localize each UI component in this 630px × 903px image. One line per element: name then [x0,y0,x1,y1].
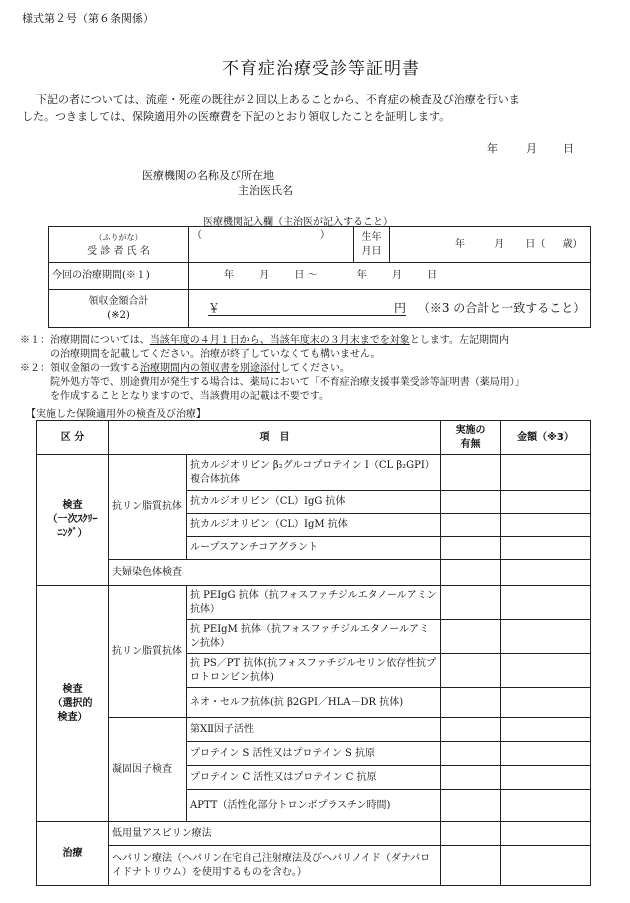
date-month: 月 [526,142,537,155]
done-cell[interactable] [441,766,501,790]
header-category: 区 分 [37,421,109,455]
screening-category [37,455,109,586]
screening-category-1: 検査 [62,500,83,511]
amount-cell[interactable] [501,790,591,822]
selective-item: 抗 PS／PT 抗体(抗フォスファチジルセリン依存性抗プロトロンビン抗体) [187,654,441,688]
amount-cell[interactable] [501,742,591,766]
treatment-item: ヘパリン療法（ヘパリン在宅自己注射療法及びヘパリノイド（ダナパロイドナトリウム）を使用するものを含む。） [109,846,441,886]
birth-age: 歳） [562,238,583,250]
done-cell[interactable] [441,537,501,560]
date-year: 年 [487,142,498,155]
birth-month: 月 [494,238,505,250]
selective-item: 抗 PEIgG 抗体（抗フォスファチジルエタノールアミン抗体） [187,586,441,620]
coag-item: APTT（活性化部分トロンボプラスチン時間) [187,790,441,822]
birth-date-field[interactable] [390,227,591,263]
date-day: 日 [563,142,574,155]
treatment-item: 低用量アスピリン療法 [109,822,441,846]
selective-item: 抗 PEIgM 抗体（抗フォスファチジルエタノールアミン抗体） [187,620,441,654]
done-cell[interactable] [441,742,501,766]
amount-cell[interactable] [501,766,591,790]
note-1-line2: の治療期間を記載してください。治療が終了していなくても構いません。 [50,349,381,360]
note-1-underlined: 当該年度の４月１日から、当該年度末の３月末までを対象 [149,335,410,346]
amount-note: （※3 の合計と一致すること） [417,301,586,315]
done-cell[interactable] [441,654,501,688]
exam-table [36,420,591,886]
selective-sub-1: 抗リン脂質抗体 [109,586,187,718]
birth-year: 年 [455,238,465,250]
birth-label-2: 月日 [361,245,382,257]
selective-category-3: 検査） [57,711,88,723]
form-number: 様式第２号（第６条関係） [22,12,154,25]
selective-item: ネオ・セルフ抗体(抗 β2GPI／HLA－DR 抗体) [187,688,441,718]
done-cell[interactable] [441,688,501,718]
header-done [441,421,501,455]
done-cell[interactable] [441,718,501,742]
header-item: 項 目 [109,421,441,455]
coag-item: プロテイン S 活性又はプロテイン S 抗原 [187,742,441,766]
done-cell[interactable] [441,455,501,491]
notes [20,334,525,404]
done-cell[interactable] [441,790,501,822]
amount-label-1: 領収金額合計 [88,295,149,307]
note-1 [20,334,525,348]
note-2-suffix: してください。 [280,363,350,374]
coag-item: 第ⅩⅡ因子活性 [187,718,441,742]
note-1-prefix: ※１：治療期間については、 [20,335,150,346]
amount-cell[interactable] [501,537,591,560]
done-cell[interactable] [441,620,501,654]
period-label: 今回の治療期間(※１) [49,263,189,290]
amount-label-2: (※2) [107,309,130,321]
amount-field[interactable] [189,290,591,328]
note-2 [20,362,525,376]
patient-table [48,226,591,328]
screening-category-3: ﾆﾝｸﾞ） [57,528,88,539]
amount-cell[interactable] [501,560,591,586]
furigana-open-paren: （ [192,230,202,241]
amount-cell[interactable] [501,822,591,846]
note-2-prefix: ※２：領収金額の一致する [20,363,140,374]
yen-unit: 円 [393,301,406,315]
period-field[interactable] [189,263,591,290]
amount-cell[interactable] [501,586,591,620]
amount-cell[interactable] [501,718,591,742]
done-cell[interactable] [441,491,501,514]
patient-name-field[interactable] [189,227,354,263]
furigana-label: （ふりがな） [94,232,143,242]
patient-name-cell [49,227,189,263]
period-year-2: 年 [356,270,367,281]
coag-item: プロテイン C 活性又はプロテイン C 抗原 [187,766,441,790]
birth-label-1: 生年 [361,231,382,243]
birth-date-label [354,227,390,263]
screening-sub: 抗リン脂質抗体 [109,455,187,560]
screening-item: ループスアンチコアグラント [187,537,441,560]
note-2-line2: 院外処方等で、別途費用が発生する場合は、薬局において「不育症治療支援事業受診等証明書（薬局用）」 [50,377,525,388]
note-2-underlined: 治療期間内の領収書を別途添付 [140,363,280,374]
couple-chromosome-item: 夫婦染色体検査 [109,560,441,586]
amount-cell[interactable] [501,688,591,718]
treatment-category: 治療 [37,822,109,886]
screening-item: 抗カルジオリピン（CL）IgM 抗体 [187,514,441,537]
amount-cell[interactable] [501,455,591,491]
section-caption: 医療機関記入欄（主治医が記入すること） [203,217,393,228]
period-day-1: 日 ～ [294,270,318,281]
period-year-1: 年 [224,270,234,281]
done-cell[interactable] [441,822,501,846]
period-day-2: 日 [427,270,438,281]
institution-label: 医療機関の名称及び所在地 [142,169,274,182]
screening-item: 抗カルジオリピン（CL）IgG 抗体 [187,491,441,514]
birth-day: 日（ [525,238,546,250]
done-cell[interactable] [441,514,501,537]
intro-line-2: した。つきましては、保険適用外の医療費を下記のとおり領収したことを証明します。 [22,110,451,123]
done-cell[interactable] [441,586,501,620]
selective-category-2: （選択的 [52,697,93,709]
patient-name-label: 受 診 者 氏 名 [87,245,150,257]
period-month-1: 月 [259,270,270,281]
selective-sub-2: 凝固因子検査 [109,718,187,822]
amount-cell[interactable] [501,654,591,688]
selective-category-1: 検査 [62,683,83,695]
furigana-close-paren: ） [320,230,330,241]
yen-symbol: ￥ [208,301,221,315]
selective-category [37,586,109,822]
screening-item: 抗カルジオリピン β₂グルコプロテイン I（CL β₂GPI）複合体抗体 [187,455,441,491]
period-month-2: 月 [391,270,402,281]
amount-cell[interactable] [501,491,591,514]
amount-cell[interactable] [501,514,591,537]
screening-category-2: （一次ｽｸﾘｰ [47,514,98,525]
header-amount: 金額（※3） [501,421,591,455]
note-1-suffix: とします。左記期間内 [409,335,510,346]
done-cell[interactable] [441,560,501,586]
amount-cell[interactable] [501,846,591,886]
intro-text [22,91,622,125]
header-done-1: 実施の [455,424,486,436]
amount-label [49,290,189,328]
amount-cell[interactable] [501,620,591,654]
doctor-label: 主治医氏名 [238,184,293,197]
intro-line-1: 下記の者については、流産・死産の既往が２回以上あることから、不育症の検査及び治療を行いま [36,93,520,106]
note-2-line3: を作成することとなりますので、当該費用の記載は不要です。 [50,391,329,402]
section2-title: 【実施した保険適用外の検査及び治療】 [26,409,206,420]
header-done-2: 有無 [460,438,481,450]
done-cell[interactable] [441,846,501,886]
amount-underline [208,301,406,316]
document-title: 不育症治療受診等証明書 [222,59,420,79]
